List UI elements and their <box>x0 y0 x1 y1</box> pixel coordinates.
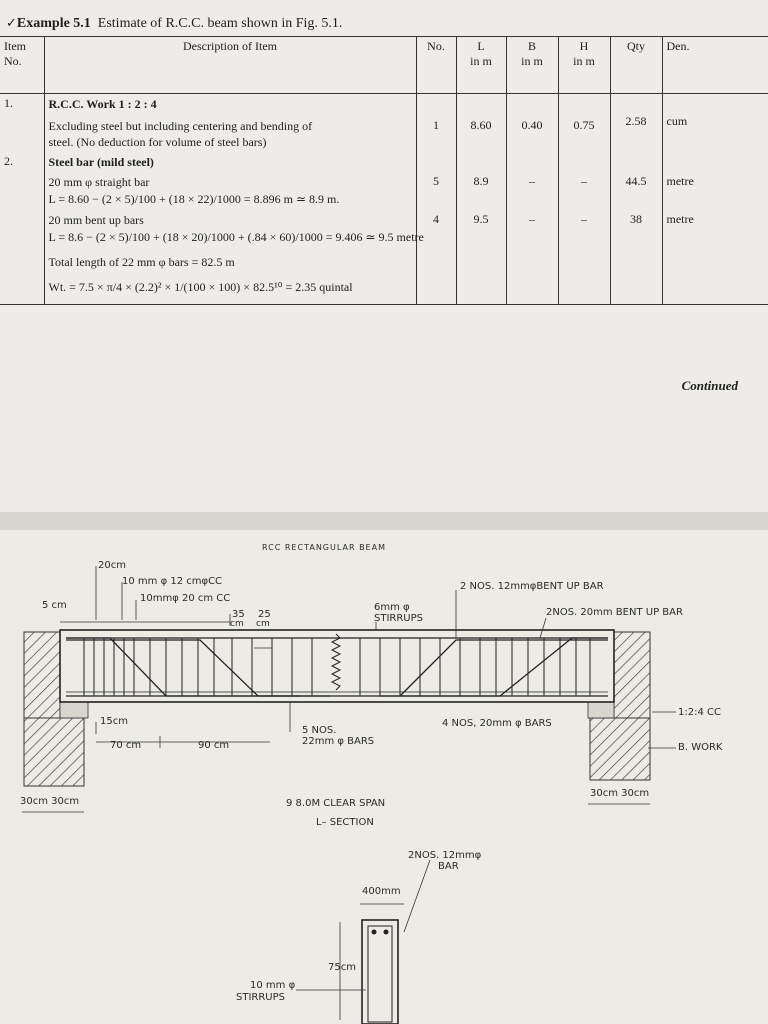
label-bent-12mm: 2 NOS. 12mmφBENT UP BAR <box>460 581 604 592</box>
header-l <box>456 37 506 94</box>
label-cs-width: 400mm <box>362 886 401 897</box>
table-row <box>0 172 768 210</box>
cell-qty: 44.5 <box>610 172 662 210</box>
continued-note: Continued <box>681 378 738 393</box>
cell-b: – <box>506 172 558 210</box>
label-6mm-stirrups: STIRRUPS <box>374 613 423 624</box>
cell-no: 1 <box>416 94 456 153</box>
stirrups-right <box>360 638 590 696</box>
cell-qty: 2.58 <box>610 94 662 153</box>
label-90cm: 90 cm <box>198 740 230 751</box>
label-70cm: 70 cm <box>110 740 142 751</box>
cell-den: cum <box>662 94 768 153</box>
length-formula: L = 8.6 − (2 × 5)/100 + (18 × 20)/1000 + (.84 × 60)/1000 = 9.406 ≃ 9.5 metre <box>48 230 424 244</box>
label-support-left: 30cm 30cm <box>20 796 80 807</box>
cell-no: 4 <box>416 210 456 248</box>
label-top-20cm: 20cm <box>98 560 126 571</box>
item-number: 1. <box>0 94 44 153</box>
table-row <box>0 210 768 248</box>
label-bwork: B. WORK <box>678 742 723 753</box>
table-row <box>0 272 768 305</box>
header-h-unit: in m <box>573 54 595 68</box>
label-section: L– SECTION <box>316 817 374 828</box>
drawing-title: RCC RECTANGULAR BEAM <box>262 543 386 552</box>
label-cs-stirrup-1: 10 mm φ <box>250 980 296 991</box>
item-description <box>44 272 416 305</box>
cs-top-bar <box>372 930 377 935</box>
cs-top-bar <box>384 930 389 935</box>
item-desc-line: 20 mm bent up bars <box>48 213 144 227</box>
table-row <box>0 248 768 272</box>
item-desc-line: Total length of 22 mm φ bars = 82.5 m <box>48 255 235 269</box>
weight-formula: Wt. = 7.5 × π/4 × (2.2)² × 1/(100 × 100) × 82.5¹⁰ = 2.35 quintal <box>48 280 353 294</box>
table-row <box>0 152 768 172</box>
table-row <box>0 94 768 153</box>
cell-b: – <box>506 210 558 248</box>
cell-qty: 38 <box>610 210 662 248</box>
header-den: Den. <box>662 37 768 94</box>
label-22mm-bars: 22mm φ BARS <box>302 736 375 747</box>
header-h-text: H <box>579 39 589 53</box>
cell-den: metre <box>662 210 768 248</box>
label-stirrup-10-12: 10 mm φ 12 cmφCC <box>122 576 223 587</box>
label-stirrup-10-20: 10mmφ 20 cm CC <box>140 593 231 604</box>
item-number: 2. <box>0 152 44 172</box>
header-l-unit: in m <box>470 54 492 68</box>
cell-l: 8.9 <box>456 172 506 210</box>
left-support-upper <box>24 632 60 718</box>
header-qty: Qty <box>610 37 662 94</box>
break-line-icon <box>332 634 340 690</box>
cell-h: 0.75 <box>558 94 610 153</box>
book-page-bottom <box>0 530 768 1024</box>
cross-section-outline <box>362 920 398 1024</box>
example-title <box>6 16 342 32</box>
cell-den: metre <box>662 172 768 210</box>
item-description <box>44 210 424 248</box>
label-clear-span: 9 8.0M CLEAR SPAN <box>286 798 386 809</box>
item-description <box>44 172 416 210</box>
dimension-lines <box>22 566 676 812</box>
label-support-right: 30cm 30cm <box>590 788 650 799</box>
right-support-lower <box>590 718 650 780</box>
bent-up-bars <box>66 638 608 696</box>
label-mix: 1:2:4 CC <box>678 707 721 718</box>
item-desc-line: 20 mm φ straight bar <box>48 175 150 189</box>
cs-bar-leader <box>404 860 430 932</box>
label-5nos: 5 NOS. <box>302 725 337 736</box>
header-item-no: Item No. <box>0 37 44 94</box>
header-h <box>558 37 610 94</box>
item-description <box>44 152 416 172</box>
cross-section-stirrup <box>368 926 392 1022</box>
header-no: No. <box>416 37 456 94</box>
length-formula: L = 8.60 − (2 × 5)/100 + (18 × 22)/1000 = 8.896 m ≃ 8.9 m. <box>48 192 340 206</box>
example-text: Estimate of R.C.C. beam shown in Fig. 5.1. <box>97 16 343 31</box>
check-mark-icon: ✓ <box>6 16 17 31</box>
label-cs-depth: 75cm <box>328 962 356 973</box>
item-description <box>44 94 416 153</box>
label-25: 25 <box>258 609 271 620</box>
label-25-unit: cm <box>256 619 270 629</box>
label-cs-bar-2: BAR <box>438 861 459 872</box>
header-b <box>506 37 558 94</box>
header-b-text: B <box>527 39 536 53</box>
beam-outline <box>60 630 614 702</box>
item-desc-line: steel. (No deduction for volume of steel bars) <box>48 135 267 149</box>
cell-b: 0.40 <box>506 94 558 153</box>
label-15cm: 15cm <box>100 716 128 727</box>
label-cs-stirrup-2: STIRRUPS <box>236 992 285 1003</box>
item-heading: R.C.C. Work 1 : 2 : 4 <box>48 97 157 111</box>
header-l-text: L <box>477 39 485 53</box>
label-6mm: 6mm φ <box>374 602 410 613</box>
cell-no: 5 <box>416 172 456 210</box>
header-description: Description of Item <box>44 37 416 94</box>
label-4nos-20mm: 4 NOS, 20mm φ BARS <box>442 718 552 729</box>
cell-h: – <box>558 172 610 210</box>
cell-h: – <box>558 210 610 248</box>
example-label: Example 5.1 <box>16 16 91 31</box>
item-description <box>44 248 416 272</box>
cell-l: 8.60 <box>456 94 506 153</box>
label-35: 35 <box>232 609 245 620</box>
cell-l: 9.5 <box>456 210 506 248</box>
page-gap <box>0 512 768 532</box>
item-heading: Steel bar (mild steel) <box>48 155 154 169</box>
left-cc-block <box>60 702 88 718</box>
label-bent-20mm: 2NOS. 20mm BENT UP BAR <box>546 607 683 618</box>
right-support-upper <box>614 632 650 718</box>
label-35-unit: cm <box>230 619 244 629</box>
header-b-unit: in m <box>521 54 543 68</box>
label-5cm: 5 cm <box>42 600 67 611</box>
item-desc-line: Excluding steel but including centering and bending of <box>48 119 313 133</box>
estimate-table <box>0 36 768 305</box>
left-support-lower <box>24 718 84 786</box>
label-cs-bar-1: 2NOS. 12mmφ <box>408 850 482 861</box>
right-cc-block <box>588 702 614 718</box>
